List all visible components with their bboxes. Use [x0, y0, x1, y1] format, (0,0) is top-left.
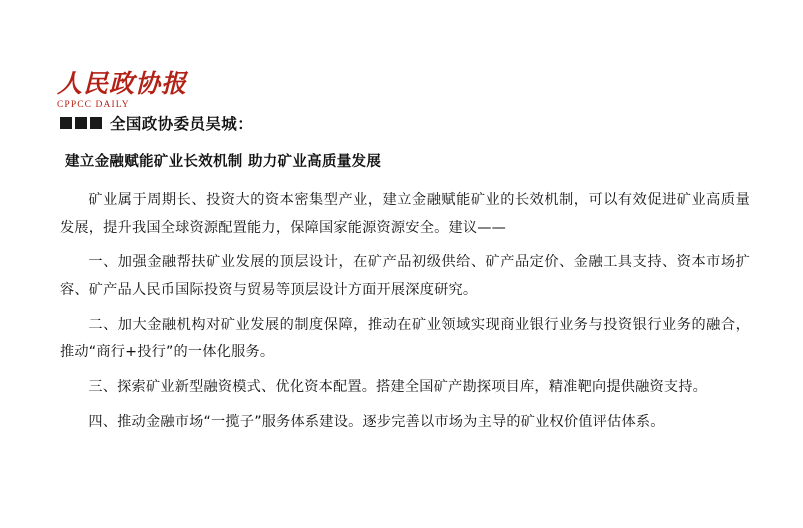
masthead — [57, 71, 188, 111]
masthead-subtitle: CPPCC DAILY — [57, 100, 130, 111]
article-paragraph: 一、加强金融帮扶矿业发展的顶层设计，在矿产品初级供给、矿产品定价、金融工具支持、资本市场扩容、矿产品人民币国际投资与贸易等顶层设计方面开展深度研究。 — [60, 254, 750, 299]
byline-row — [60, 112, 750, 134]
article-byline: 全国政协委员吴城： — [110, 115, 254, 133]
article-body — [60, 112, 750, 444]
article-paragraph: 四、推动金融市场“一揽子”服务体系建设。逐步完善以市场为主导的矿业权价值评估体系。 — [88, 413, 665, 430]
bullet-squares-icon — [60, 117, 102, 129]
article-subheadline: 建立金融赋能矿业长效机制 助力矿业高质量发展 — [65, 154, 382, 170]
article-paragraph: 矿业属于周期长、投资大的资本密集型产业，建立金融赋能矿业的长效机制，可以有效促进矿业高质量发展，提升我国全球资源配置能力，保障国家能源资源安全。建议—— — [60, 192, 750, 236]
article-paragraph: 三、探索矿业新型融资模式、优化资本配置。搭建全国矿产勘探项目库，精准靶向提供融资支持。 — [88, 379, 708, 396]
article-paragraph: 二、加大金融机构对矿业发展的制度保障，推动在矿业领域实现商业银行业务与投资银行业务的融合，推动“商行+投行”的一体化服务。 — [60, 316, 750, 361]
masthead-logo-text: 人民政协报 — [57, 71, 188, 98]
